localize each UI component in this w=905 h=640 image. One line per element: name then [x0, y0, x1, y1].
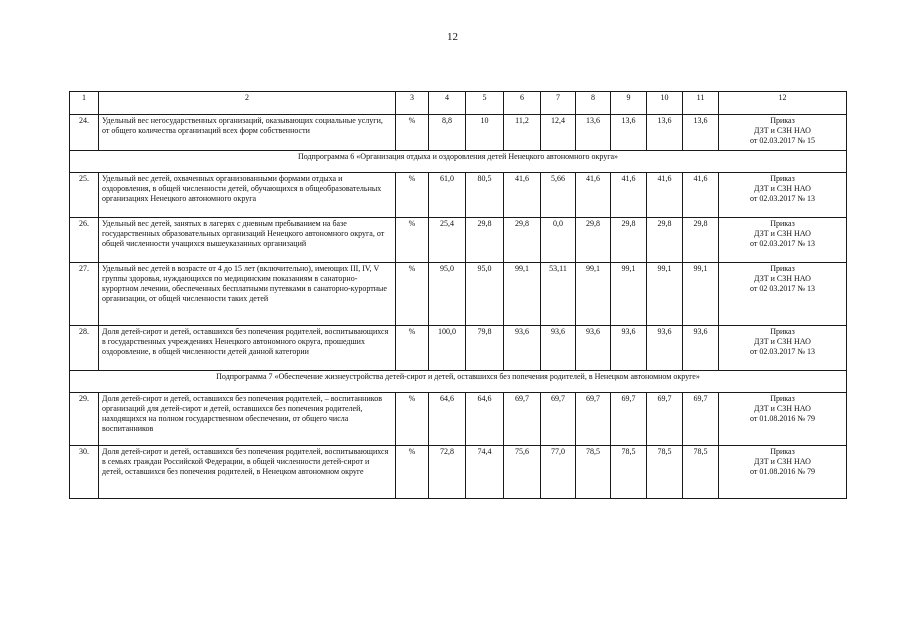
- source-document-line: от 02 03.2017 № 13: [749, 284, 816, 293]
- header-cell: 7: [541, 92, 576, 115]
- subprogram-title: Подпрограмма 7 «Обеспечение жизнеустройства детей-сирот и детей, оставшихся без попечения родителей, в Ненецком автономном округе»: [70, 371, 847, 393]
- value-cell: 69,7: [576, 393, 611, 446]
- value-cell: 99,1: [576, 263, 611, 326]
- source-document-line: ДЗТ и СЗН НАО: [754, 229, 811, 238]
- source-document-line: Приказ: [770, 219, 795, 228]
- table-row: [70, 326, 847, 371]
- table-row: [70, 393, 847, 446]
- indicator-name: Удельный вес детей, занятых в лагерях с дневным пребыванием на базе государственных образовательных организаций Ненецкого автономного округа, от общей численности учащихся вышеуказанных организаций: [99, 218, 396, 263]
- source-document-line: Приказ: [770, 116, 795, 125]
- value-cell: 0,0: [541, 218, 576, 263]
- value-cell: 78,5: [647, 446, 683, 499]
- value-cell: 80,5: [466, 173, 504, 218]
- source-document: [719, 218, 847, 263]
- value-cell: 74,4: [466, 446, 504, 499]
- row-number: 30.: [70, 446, 99, 499]
- unit-cell: %: [396, 446, 429, 499]
- unit-cell: %: [396, 326, 429, 371]
- row-number: 27.: [70, 263, 99, 326]
- value-cell: 93,6: [683, 326, 719, 371]
- header-cell: 2: [99, 92, 396, 115]
- source-document-line: Приказ: [770, 447, 795, 456]
- value-cell: 13,6: [611, 115, 647, 151]
- source-document-line: ДЗТ и СЗН НАО: [754, 126, 811, 135]
- indicator-name: Удельный вес детей, охваченных организованными формами отдыха и оздоровления, в общей численности детей, обучающихся в общеобразовательных организациях Ненецкого автономного округа: [99, 173, 396, 218]
- source-document-line: от 01.08.2016 № 79: [749, 414, 816, 423]
- value-cell: 93,6: [576, 326, 611, 371]
- header-cell: 4: [429, 92, 466, 115]
- row-number: 25.: [70, 173, 99, 218]
- value-cell: 41,6: [683, 173, 719, 218]
- value-cell: 93,6: [504, 326, 541, 371]
- value-cell: 29,8: [576, 218, 611, 263]
- source-document: [719, 173, 847, 218]
- value-cell: 93,6: [611, 326, 647, 371]
- value-cell: 93,6: [647, 326, 683, 371]
- table-row: [70, 173, 847, 218]
- indicators-table: [69, 91, 847, 499]
- source-document-line: Приказ: [770, 394, 795, 403]
- value-cell: 11,2: [504, 115, 541, 151]
- value-cell: 29,8: [683, 218, 719, 263]
- value-cell: 100,0: [429, 326, 466, 371]
- value-cell: 75,6: [504, 446, 541, 499]
- value-cell: 77,0: [541, 446, 576, 499]
- subprogram-row: [70, 371, 847, 393]
- table-body: [70, 92, 847, 499]
- source-document: [719, 263, 847, 326]
- value-cell: 95,0: [429, 263, 466, 326]
- value-cell: 53,11: [541, 263, 576, 326]
- value-cell: 41,6: [647, 173, 683, 218]
- header-cell: 6: [504, 92, 541, 115]
- subprogram-title: Подпрограмма 6 «Организация отдыха и оздоровления детей Ненецкого автономного округа»: [70, 151, 847, 173]
- unit-cell: %: [396, 263, 429, 326]
- source-document-line: от 02.03.2017 № 13: [749, 194, 816, 203]
- value-cell: 69,7: [541, 393, 576, 446]
- value-cell: 8,8: [429, 115, 466, 151]
- unit-cell: %: [396, 218, 429, 263]
- indicator-name: Доля детей-сирот и детей, оставшихся без попечения родителей, – воспитанников организаций для детей-сирот и детей, оставшихся без попечения родителей, находящихся на полном государственном обеспечении, от общего числа воспитанников: [99, 393, 396, 446]
- header-cell: 8: [576, 92, 611, 115]
- source-document-line: от 02.03.2017 № 13: [749, 239, 816, 248]
- table-row: [70, 218, 847, 263]
- value-cell: 99,1: [683, 263, 719, 326]
- value-cell: 41,6: [504, 173, 541, 218]
- value-cell: 99,1: [647, 263, 683, 326]
- header-cell: 1: [70, 92, 99, 115]
- source-document: [719, 115, 847, 151]
- value-cell: 13,6: [576, 115, 611, 151]
- value-cell: 99,1: [504, 263, 541, 326]
- source-document-line: от 02.03.2017 № 13: [749, 347, 816, 356]
- source-document-line: ДЗТ и СЗН НАО: [754, 184, 811, 193]
- value-cell: 95,0: [466, 263, 504, 326]
- subprogram-row: [70, 151, 847, 173]
- value-cell: 78,5: [611, 446, 647, 499]
- value-cell: 12,4: [541, 115, 576, 151]
- value-cell: 64,6: [466, 393, 504, 446]
- value-cell: 78,5: [683, 446, 719, 499]
- value-cell: 10: [466, 115, 504, 151]
- source-document-line: Приказ: [770, 327, 795, 336]
- header-cell: 11: [683, 92, 719, 115]
- value-cell: 78,5: [576, 446, 611, 499]
- source-document-line: ДЗТ и СЗН НАО: [754, 337, 811, 346]
- value-cell: 93,6: [541, 326, 576, 371]
- header-row: [70, 92, 847, 115]
- value-cell: 79,8: [466, 326, 504, 371]
- value-cell: 72,8: [429, 446, 466, 499]
- value-cell: 5,66: [541, 173, 576, 218]
- table-row: [70, 446, 847, 499]
- value-cell: 29,8: [611, 218, 647, 263]
- source-document: [719, 326, 847, 371]
- value-cell: 13,6: [683, 115, 719, 151]
- value-cell: 64,6: [429, 393, 466, 446]
- source-document: [719, 446, 847, 499]
- value-cell: 69,7: [647, 393, 683, 446]
- value-cell: 99,1: [611, 263, 647, 326]
- row-number: 26.: [70, 218, 99, 263]
- header-cell: 5: [466, 92, 504, 115]
- value-cell: 29,8: [647, 218, 683, 263]
- source-document-line: ДЗТ и СЗН НАО: [754, 404, 811, 413]
- source-document-line: ДЗТ и СЗН НАО: [754, 274, 811, 283]
- table-row: [70, 115, 847, 151]
- indicator-name: Удельный вес негосударственных организаций, оказывающих социальные услуги, от общего количества организаций всех форм собственности: [99, 115, 396, 151]
- unit-cell: %: [396, 173, 429, 218]
- source-document-line: от 02.03.2017 № 15: [749, 136, 816, 145]
- source-document-line: от 01.08.2016 № 79: [749, 467, 816, 476]
- indicator-name: Удельный вес детей в возрасте от 4 до 15 лет (включительно), имеющих III, IV, V группы здоровья, нуждающихся по медицинским показаниям в санаторно-курортном лечении, обеспеченных бесплатными путевками в санаторно-курортные организации, от общей численности таких детей: [99, 263, 396, 326]
- page-number: 12: [447, 31, 458, 43]
- value-cell: 41,6: [576, 173, 611, 218]
- source-document-line: ДЗТ и СЗН НАО: [754, 457, 811, 466]
- value-cell: 69,7: [611, 393, 647, 446]
- row-number: 24.: [70, 115, 99, 151]
- source-document-line: Приказ: [770, 174, 795, 183]
- value-cell: 29,8: [504, 218, 541, 263]
- header-cell: 3: [396, 92, 429, 115]
- row-number: 28.: [70, 326, 99, 371]
- unit-cell: %: [396, 393, 429, 446]
- value-cell: 13,6: [647, 115, 683, 151]
- indicator-name: Доля детей-сирот и детей, оставшихся без попечения родителей, воспитывающихся в государственных учреждениях Ненецкого автономного округа, прошедших оздоровление, в общей численности детей данной категории: [99, 326, 396, 371]
- source-document-line: Приказ: [770, 264, 795, 273]
- value-cell: 41,6: [611, 173, 647, 218]
- header-cell: 12: [719, 92, 847, 115]
- header-cell: 9: [611, 92, 647, 115]
- unit-cell: %: [396, 115, 429, 151]
- table-row: [70, 263, 847, 326]
- value-cell: 25,4: [429, 218, 466, 263]
- indicator-name: Доля детей-сирот и детей, оставшихся без попечения родителей, воспитывающихся в семьях граждан Российской Федерации, в общей численности детей-сирот и детей, оставшихся без попечения родителей, в Ненецком автономном округе: [99, 446, 396, 499]
- row-number: 29.: [70, 393, 99, 446]
- value-cell: 29,8: [466, 218, 504, 263]
- value-cell: 61,0: [429, 173, 466, 218]
- value-cell: 69,7: [683, 393, 719, 446]
- header-cell: 10: [647, 92, 683, 115]
- value-cell: 69,7: [504, 393, 541, 446]
- source-document: [719, 393, 847, 446]
